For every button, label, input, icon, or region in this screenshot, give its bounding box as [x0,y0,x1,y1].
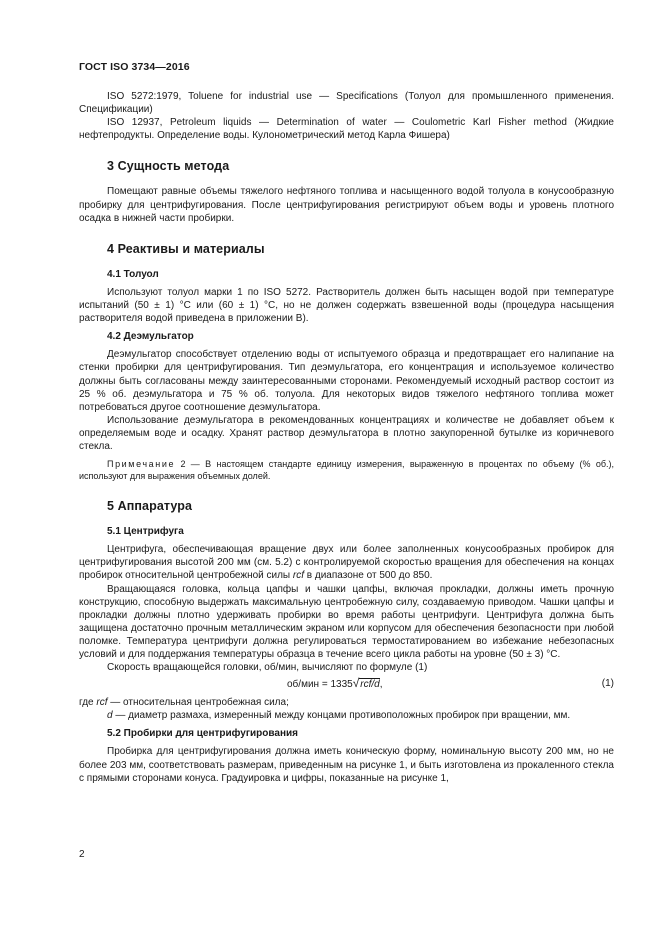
formula-legend-item: где rcf — относительная центробежная сила; [79,697,289,709]
document-body [79,90,614,785]
subsection-5-1-paragraph: Центрифуга, обеспечивающая вращение двух или более заполненных конусообразных пробирок для центрифугирования высотой 200 мм (см. 5.2) с контролируемой скоростью вращения для обеспечения на концах пробирок относительной центробежной силы rcf в диапазоне от 500 до 850. [79,544,614,582]
formula-legend-item: d — диаметр размаха, измеренный между концами противоположных пробирок при вращении, мм. [107,710,571,722]
document-header: ГОСТ ISO 3734—2016 [79,61,190,73]
formula-1 [79,676,614,694]
note-label: Примечание [107,459,176,470]
section-5-heading: 5 Аппаратура [107,499,193,514]
subsection-4-1-paragraph: Используют толуол марки 1 по ISO 5272. Растворитель должен быть насыщен водой при температуре испытаний (50 ± 1) °С или (60 ± 1) °С, но не должен содержать взвешенной воды (процедура насыщения растворителя водой приведена в приложении В). [79,286,614,325]
subsection-4-2-heading: 4.2 Деэмульгатор [107,331,194,343]
subsection-5-1-paragraph: Скорость вращающейся головки, об/мин, вычисляют по формуле (1) [107,662,428,674]
subsection-5-2-heading: 5.2 Пробирки для центрифугирования [107,728,298,740]
subsection-4-1-heading: 4.1 Толуол [107,268,159,280]
reference-item: ISO 5272:1979, Toluene for industrial use — Specifications (Толуол для промышленного применения. Спецификации) [79,91,614,116]
note [79,458,614,482]
section-4-heading: 4 Реактивы и материалы [107,241,265,256]
note-text: 2 — В настоящем стандарте единицу измерения, выраженную в процентах по объему (% об.), используют для выражения объемных долей. [79,459,614,482]
subsection-5-2-paragraph: Пробирка для центрифугирования должна иметь коническую форму, номинальную высоту 200 мм, но не более 203 мм, соответствовать размерам, приведенным на рисунке 1, и быть изготовлена из прокаленного стекла с прямыми сторонами конуса. Градуировка и цифры, показанные на рисунке 1, [79,746,614,784]
subsection-5-1-paragraph: Вращающаяся головка, кольца цапфы и чашки цапфы, включая прокладки, должны иметь прочную конструкцию, способную выдержать максимальную центробежную силу, создаваемую приводом. Чашки цапфы и прокладки должны плотно удерживать пробирки во время работы центрифуги. Центрифуга должна быть защищена достаточно прочным металлическим экраном или корпусом для обеспечения безопасности при любой поломке. Температура центрифуги должна регулироваться термостатированием во избежание небезопасных условий и для поддержания температуры образца в течение всего цикла работы на уровне (50 ± 3) °С. [79,583,614,660]
section-3-paragraph: Помещают равные объемы тяжелого нефтяного топлива и насыщенного водой толуола в конусообразную пробирку для центрифугирования. После центрифугирования регистрируют объем воды и уровень плотного осадка в нижней части пробирки. [79,186,614,224]
subsection-5-1-heading: 5.1 Центрифуга [107,526,184,538]
sqrt-sign: √ [352,676,360,691]
section-3-heading: 3 Сущность метода [107,159,230,174]
page-number: 2 [79,849,85,860]
formula-expression: об/мин = 1335√rcf/d, [287,676,383,691]
rcf-variable: rcf [292,570,305,582]
reference-item: ISO 12937, Petroleum liquids — Determination of water — Coulometric Karl Fisher method (Жидкие нефтепродукты. Определение воды. Кулонометрический метод Карла Фишера) [79,117,614,142]
subsection-4-2-paragraph: Деэмульгатор способствует отделению воды от испытуемого образца и предотвращает его налипание на стенки пробирки для центрифугирования. Тип деэмульгатора, его концентрация и используемое количество должны быть согласованы между заинтересованными сторонами. Рекомендуемый исходный раствор состоит из 25 % об. деэмульгатора и 75 % об. толуола. Для некоторых видов тяжелого нефтяного топлива может потребоваться другое соотношение деэмульгатора. [79,349,614,413]
formula-radicand: rcf/d [360,679,380,691]
subsection-4-2-paragraph: Использование деэмульгатора в рекомендованных концентрациях и количестве не добавляет объем к определяемым воде и осадку. Хранят раствор деэмульгатора в плотно закупоренной бутылке из коричневого стекла. [79,414,614,452]
formula-number: (1) [601,678,614,690]
